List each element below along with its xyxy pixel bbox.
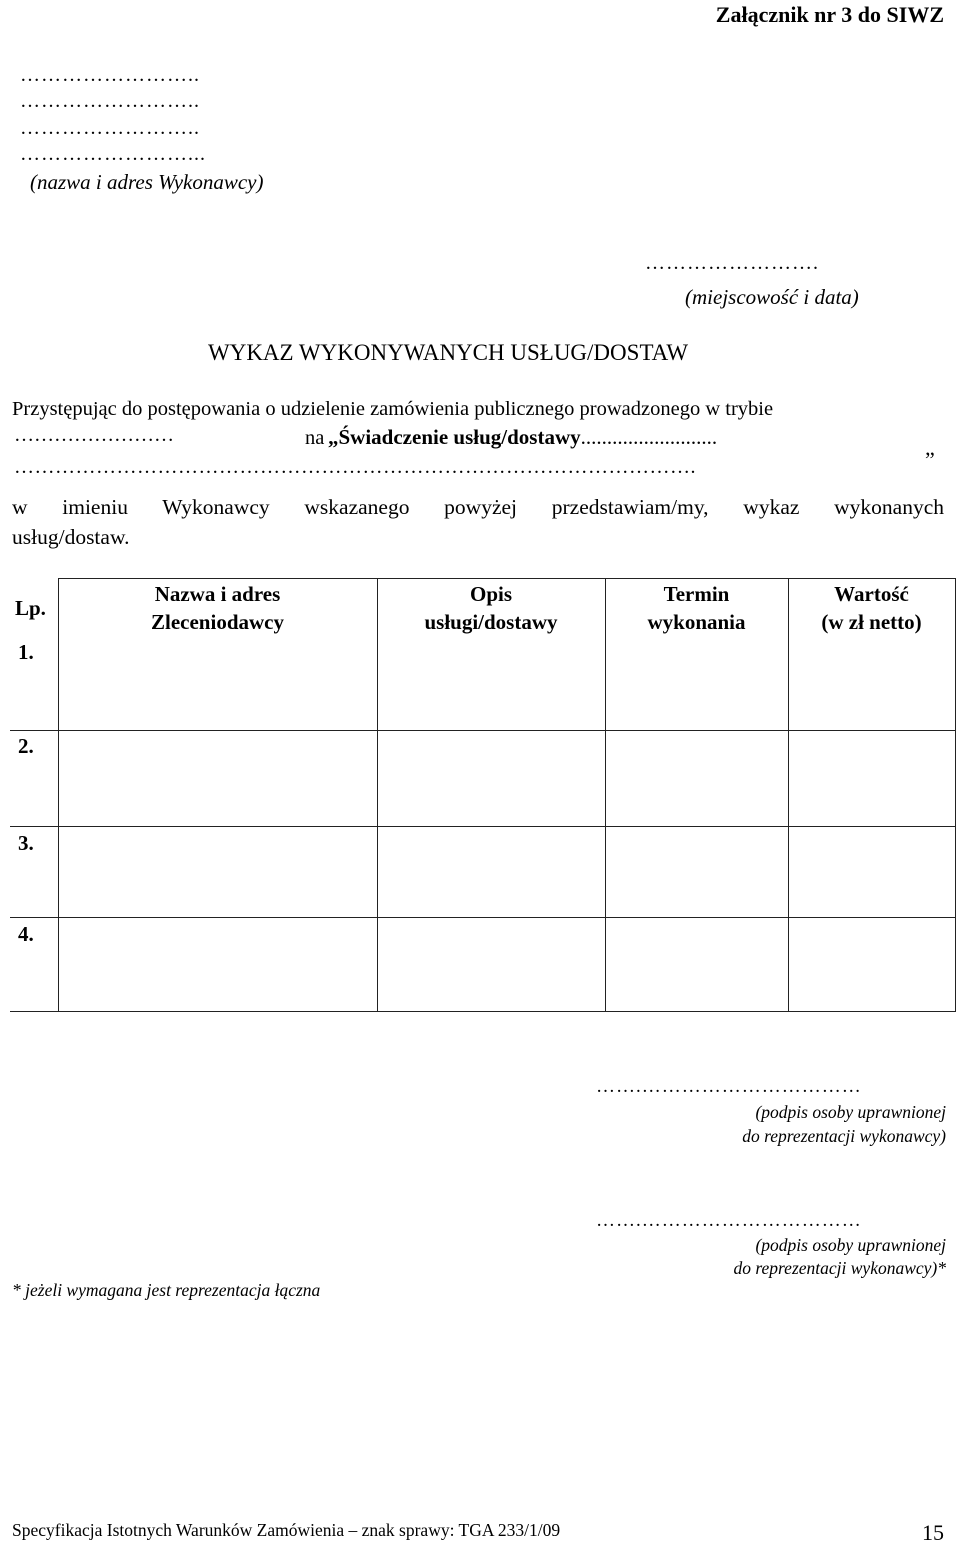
table-col-line — [955, 578, 956, 1012]
table-row-line — [10, 826, 956, 827]
intro-prefix: na — [305, 427, 325, 449]
intro-line-2: w imieniu Wykonawcy wskazanego powyżej przedstawiam/my, wykaz wykonanych — [12, 495, 944, 519]
page-number: 15 — [922, 1520, 944, 1545]
signature-caption-1-line-1: (podpis osoby uprawnionej — [755, 1102, 946, 1122]
place-date-caption: (miejscowość i data) — [685, 285, 859, 309]
signature-caption-2-line-1: (podpis osoby uprawnionej — [755, 1235, 946, 1255]
table-col-line — [605, 578, 606, 1012]
header-description — [377, 580, 605, 636]
table-row-line — [10, 917, 956, 918]
table-col-line — [377, 578, 378, 1012]
intro-line-1: Przystępując do postępowania o udzielenie zamówienia publicznego prowadzonego w trybie — [12, 398, 774, 420]
sender-dots-line-3: …………………….. — [20, 117, 200, 139]
header-term — [605, 580, 788, 636]
header-lp: Lp. — [15, 596, 46, 620]
footnote: * jeżeli wymagana jest reprezentacja łączna — [12, 1280, 321, 1300]
header-value-line-2: (w zł netto) — [821, 610, 922, 634]
header-client — [58, 580, 377, 636]
service-dots: .......................... — [580, 425, 718, 449]
annex-title: Załącznik nr 3 do SIWZ — [715, 2, 944, 27]
intro-close-quote: ” — [925, 447, 935, 472]
header-description-line-2: usługi/dostawy — [424, 610, 558, 634]
header-term-line-1: Termin — [663, 582, 730, 606]
row-number-4: 4. — [18, 922, 34, 946]
table-row-line — [10, 730, 956, 731]
signature-dots-1: …….…………………………… — [596, 1076, 862, 1097]
intro-service-name — [328, 425, 717, 450]
sender-dots-line-4: ……………………... — [20, 143, 206, 165]
table-row-line — [10, 1011, 956, 1012]
intro-line-3: usług/dostaw. — [12, 525, 130, 549]
table-col-line — [58, 578, 59, 1012]
place-date-dots: ……………………. — [645, 252, 819, 274]
intro-mode-dots: …………………… — [14, 424, 174, 446]
sender-caption: (nazwa i adres Wykonawcy) — [30, 170, 264, 194]
sender-dots-line-1: …………………….. — [20, 64, 200, 86]
header-client-line-1: Nazwa i adres — [154, 582, 281, 606]
sender-dots-line-2: …………………….. — [20, 90, 200, 112]
table-col-line — [788, 578, 789, 1012]
row-number-3: 3. — [18, 831, 34, 855]
row-number-2: 2. — [18, 734, 34, 758]
signature-caption-1-line-2: do reprezentacji wykonawcy) — [742, 1126, 946, 1146]
row-number-1: 1. — [18, 640, 34, 664]
services-table — [10, 578, 956, 1012]
footer-text: Specyfikacja Istotnych Warunków Zamówienia – znak sprawy: TGA 233/1/09 — [12, 1520, 561, 1540]
table-row-line — [58, 578, 956, 579]
header-value-line-1: Wartość — [834, 582, 909, 606]
signature-caption-2-line-2: do reprezentacji wykonawcy)* — [733, 1258, 946, 1278]
signature-dots-2: …….…………………………… — [596, 1210, 862, 1231]
service-name: „Świadczenie usług/dostawy — [328, 425, 581, 449]
header-client-line-2: Zleceniodawcy — [151, 610, 284, 634]
header-value — [788, 580, 955, 636]
header-description-line-1: Opis — [469, 582, 513, 606]
document-title: WYKAZ WYKONYWANYCH USŁUG/DOSTAW — [208, 340, 689, 365]
intro-dots-line: ………………………………………………………………………………………. — [14, 456, 696, 478]
header-term-line-2: wykonania — [647, 610, 746, 634]
